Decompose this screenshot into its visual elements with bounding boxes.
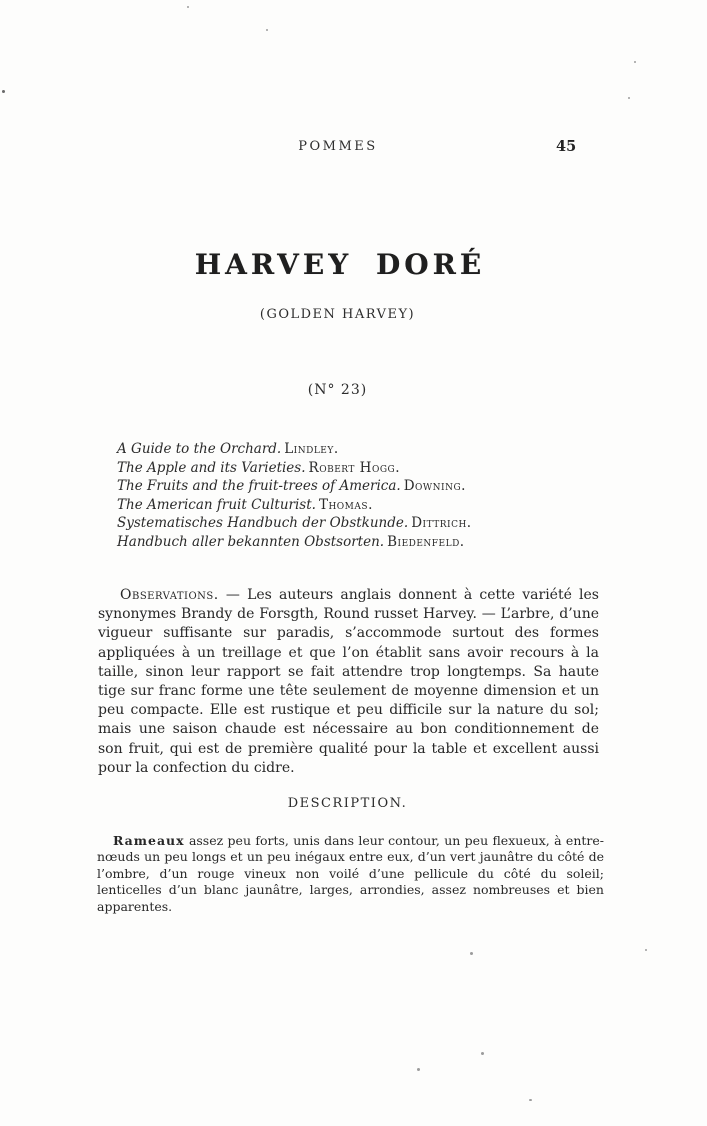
running-title: POMMES	[298, 139, 378, 154]
observations-text: — Les auteurs anglais donnent à cette variété les synonymes Brandy de Forsgth, Round russet Harvey. — L’arbre, d’une vigueur suffisante sur paradis, s’accommode surtout des formes appliquées à un treillage et que l’on établit sans avoir recours à la taille, sinon leur rapport se fait attendre trop longtemps. Sa haute tige sur franc forme une tête seulement de moyenne dimension et un peu compacte. Elle est rustique et peu difficile sur la nature du sol; mais une saison chaude est nécessaire au bon conditionnement de son fruit, qui est de première qualité pour la table et excellent aussi pour la confection du cidre.	[98, 587, 599, 776]
page-title: HARVEY DORÉ	[194, 247, 486, 281]
bibliography-title: Systematisches Handbuch der Obstkunde.	[117, 515, 409, 532]
page-number: 45	[556, 138, 577, 155]
scan-speck	[187, 6, 189, 8]
bibliography-title: The Apple and its Varieties.	[117, 459, 306, 476]
scan-speck	[634, 61, 636, 63]
rameaux-paragraph	[97, 833, 604, 915]
description-heading: DESCRIPTION.	[287, 796, 408, 811]
bibliography-entry	[117, 477, 587, 496]
bibliography-title: A Guide to the Orchard.	[117, 441, 282, 457]
scan-speck	[470, 952, 473, 955]
observations-label: Observations.	[120, 587, 219, 603]
bibliography-title: The Fruits and the fruit-trees of America.	[117, 478, 401, 495]
subtitle: (GOLDEN HARVEY)	[259, 307, 416, 322]
bibliography-list	[117, 440, 587, 552]
bibliography-entry	[117, 440, 587, 459]
bibliography-entry	[117, 514, 587, 533]
variety-number: (N° 23)	[307, 382, 368, 398]
scan-speck	[628, 97, 630, 99]
scan-speck	[481, 1052, 484, 1055]
rameaux-text: assez peu forts, unis dans leur contour, un peu flexueux, à entre-nœuds un peu longs et un peu inégaux entre eux, d’un vert jaunâtre du côté de l’ombre, d’un rouge vineux non voilé d’une pellicule du côté du soleil; lenticelles d’un blanc jaunâtre, larges, arrondies, assez nombreuses et bien apparentes.	[97, 833, 604, 914]
bibliography-title: The American fruit Culturist.	[117, 496, 316, 513]
bibliography-author: Biedenfeld.	[387, 533, 465, 550]
scan-speck	[417, 1068, 420, 1071]
scan-speck	[645, 949, 647, 951]
bibliography-title: Handbuch aller bekannten Obstsorten.	[117, 533, 385, 550]
bibliography-author: Robert Hogg.	[308, 459, 400, 476]
bibliography-author: Lindley.	[284, 441, 339, 457]
scan-speck	[529, 1099, 532, 1101]
rameaux-label: Rameaux	[113, 833, 185, 848]
bibliography-entry	[117, 459, 587, 478]
scan-speck	[266, 29, 268, 31]
bibliography-author: Thomas.	[318, 496, 373, 513]
observations-paragraph	[98, 586, 599, 778]
bibliography-author: Downing.	[403, 478, 466, 495]
bibliography-entry	[117, 533, 587, 552]
bibliography-entry	[117, 496, 587, 515]
scan-speck	[2, 90, 5, 93]
bibliography-author: Dittrich.	[411, 515, 472, 532]
